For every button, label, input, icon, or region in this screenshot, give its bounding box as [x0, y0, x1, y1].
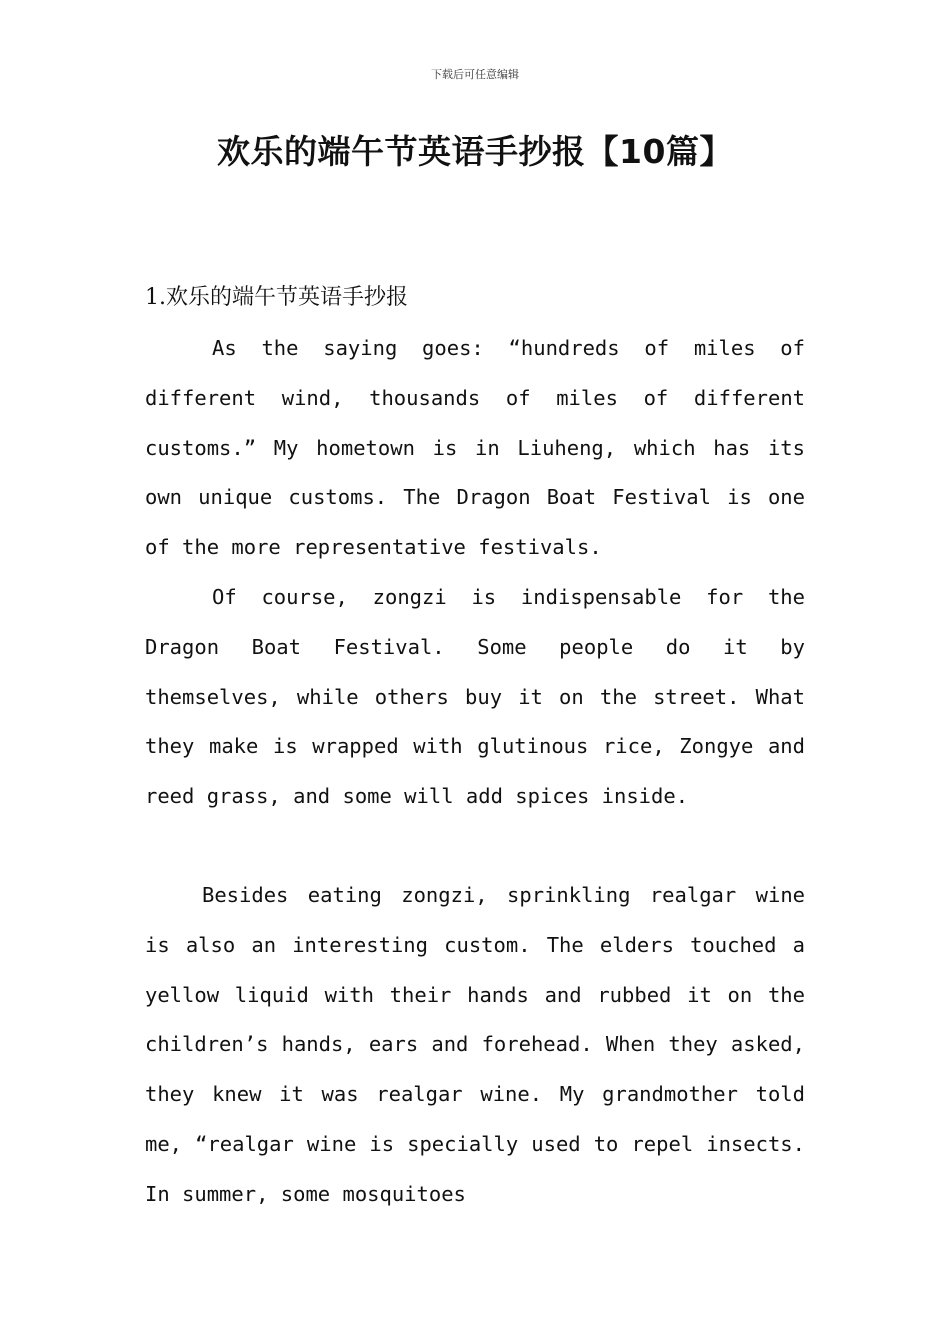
paragraph-3: Besides eating zongzi, sprinkling realgar wine is also an interesting custom. The elders touched a yellow liquid with their hands and rubbed it on the children’s hands, ears and forehead. When they asked, they knew it was realgar wine. My grandmother told me, “realgar wine is specially used to repel insects. In summer, some mosquitoes — [145, 883, 805, 1206]
paragraph-2: Of course, zongzi is indispensable for the Dragon Boat Festival. Some people do it by themselves, while others buy it on the street. What they make is wrapped with glutinous rice, Zongye and reed grass, and some will add spices inside. — [145, 585, 805, 809]
header-note: 下载后可任意编辑 — [431, 68, 519, 81]
document-title: 欢乐的端午节英语手抄报【10篇】 — [217, 132, 733, 171]
section-heading: 1.欢乐的端午节英语手抄报 — [145, 285, 408, 310]
paragraph-1: As the saying goes: “hundreds of miles of different wind, thousands of miles of different customs.” My hometown is in Liuheng, which has its own unique customs. The Dragon Boat Festival is one of the more representative festivals. — [145, 336, 805, 560]
